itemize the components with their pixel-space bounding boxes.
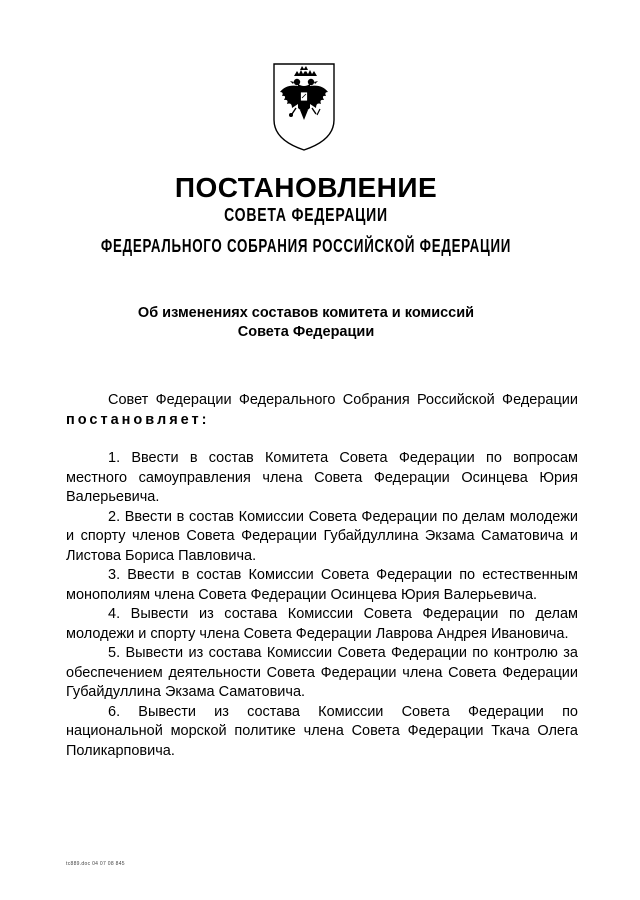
preamble-paragraph [66, 391, 578, 430]
document-type-title: ПОСТАНОВЛЕНИЕ [174, 172, 438, 203]
document-subject [0, 304, 612, 342]
preamble-text: Совет Федерации Федерального Собрания Российской Федерации [108, 392, 578, 408]
resolution-item-4: 4. Вывести из состава Комиссии Совета Федерации по делам молодежи и спорту члена Совета Федерации Лаврова Андрея Ивановича. [66, 606, 578, 642]
subject-line-1: Об изменениях составов комитета и комиссий [137, 305, 475, 321]
issuer-line-2: ФЕДЕРАЛЬНОГО СОБРАНИЯ РОССИЙСКОЙ ФЕДЕРАЦИИ [100, 236, 512, 256]
issuer-line-1: СОВЕТА ФЕДЕРАЦИИ [224, 205, 388, 225]
resolution-items [66, 449, 578, 761]
resolution-item-3: 3. Ввести в состав Комиссии Совета Федерации по естественным монополиям члена Совета Федерации Осинцева Юрия Валерьевича. [66, 567, 578, 603]
subject-line-2: Совета Федерации [237, 324, 375, 340]
decision-word: постановляет: [66, 411, 210, 428]
preamble [66, 391, 578, 430]
resolution-item-6: 6. Вывести из состава Комиссии Совета Федерации по национальной морской политике члена Совета Федерации Ткача Олега Поликарповича. [66, 703, 578, 759]
coat-of-arms-icon [272, 62, 336, 152]
resolution-item-5: 5. Вывести из состава Комиссии Совета Федерации по контролю за обеспечением деятельности Совета Федерации члена Совета Федерации Губайдуллина Экзама Саматовича. [66, 645, 578, 700]
resolution-item-2: 2. Ввести в состав Комиссии Совета Федерации по делам молодежи и спорту членов Совета Федерации Губайдуллина Экзама Саматовича и Листова Бориса Павловича. [66, 508, 578, 564]
file-reference: tc889.doc 04 07 08 845 [66, 861, 125, 867]
resolution-item-1: 1. Ввести в состав Комитета Совета Федерации по вопросам местного самоуправления члена Совета Федерации Осинцева Юрия Валерьевича. [66, 450, 578, 505]
